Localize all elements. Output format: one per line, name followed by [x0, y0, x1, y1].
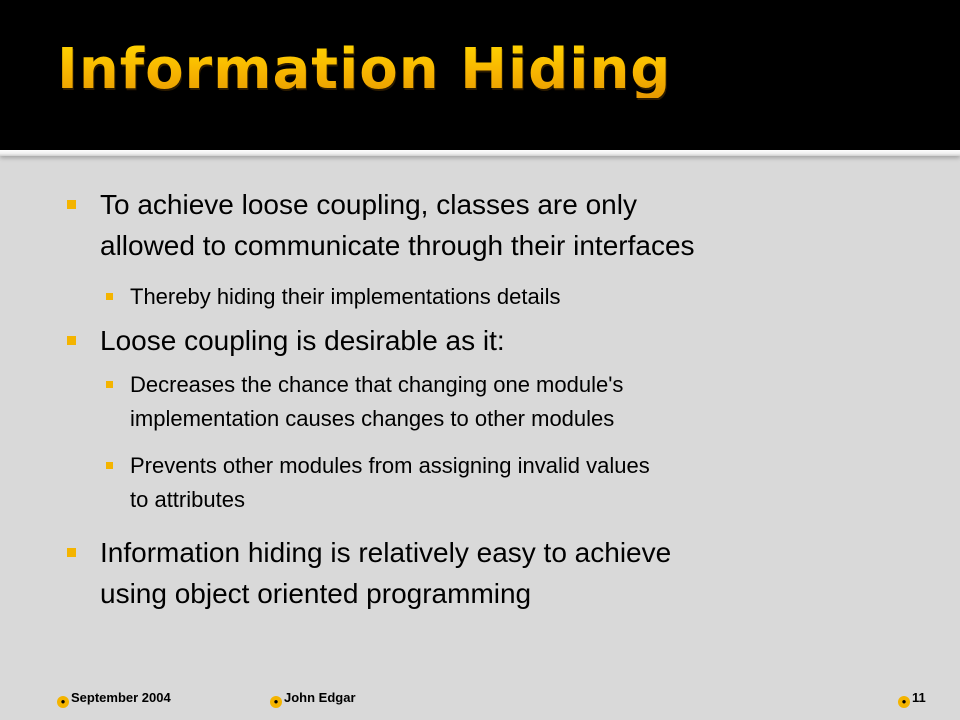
slide-title: Information Hiding: [57, 37, 672, 102]
footer-bullet-icon: ●: [270, 696, 282, 708]
bullet-square-icon: [106, 462, 113, 469]
bullet-text-line: using object oriented programming: [100, 578, 532, 609]
bullet-text-line: Loose coupling is desirable as it:: [100, 325, 505, 356]
bullet-square-icon: [106, 293, 113, 300]
bullet-item: [100, 320, 505, 361]
sub-bullet-item: [130, 449, 650, 517]
bullet-square-icon: [67, 548, 76, 557]
sub-bullet-item: [130, 280, 560, 314]
bullet-square-icon: [106, 381, 113, 388]
sub-bullet-item: [130, 368, 623, 436]
bullet-text-line: Prevents other modules from assigning invalid values: [130, 453, 650, 478]
bullet-text-line: To achieve loose coupling, classes are only: [100, 189, 637, 220]
footer-author-text: John Edgar: [284, 690, 356, 705]
footer-date-text: September 2004: [71, 690, 171, 705]
bullet-square-icon: [67, 336, 76, 345]
bullet-text-line: Decreases the chance that changing one module's: [130, 372, 624, 397]
footer-page-number: [898, 690, 926, 708]
bullet-text-line: implementation causes changes to other modules: [130, 406, 615, 431]
footer-bullet-icon: ●: [898, 696, 910, 708]
bullet-item: [100, 184, 695, 266]
bullet-text-line: allowed to communicate through their interfaces: [100, 230, 695, 261]
bullet-text-line: Thereby hiding their implementations details: [130, 284, 561, 309]
footer-author: [270, 690, 356, 708]
bullet-square-icon: [67, 200, 76, 209]
bullet-text-line: to attributes: [130, 487, 245, 512]
footer-date: [57, 690, 171, 708]
footer-bullet-icon: ●: [57, 696, 69, 708]
bullet-text-line: Information hiding is relatively easy to achieve: [100, 537, 672, 568]
footer-page-number-text: 11: [912, 690, 926, 705]
bullet-item: [100, 532, 671, 614]
